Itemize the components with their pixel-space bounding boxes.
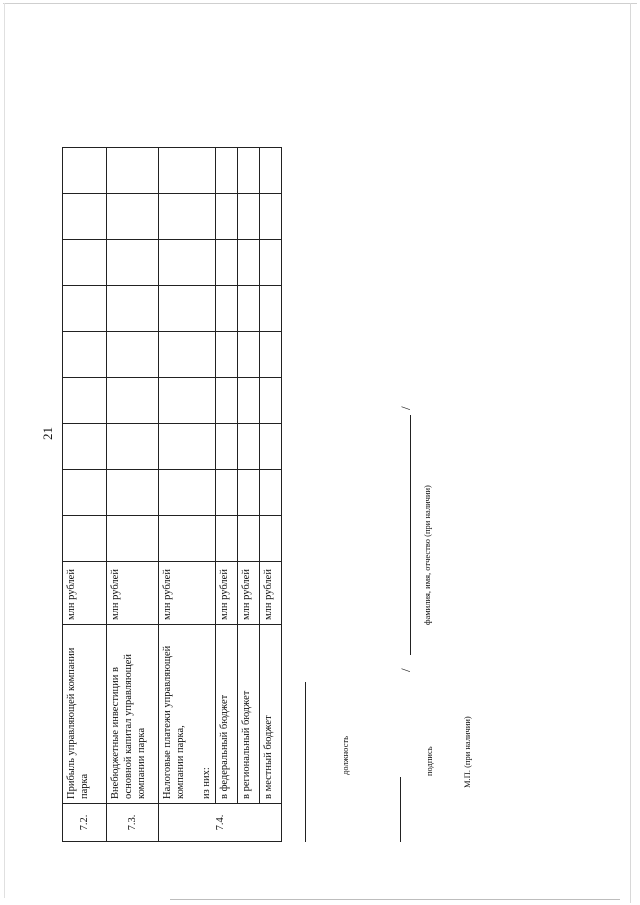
row-name-extra: из них: <box>201 767 212 799</box>
row-number: 7.4. <box>159 804 282 842</box>
table-cell <box>260 148 282 194</box>
table-row <box>63 148 107 842</box>
table-cell <box>216 286 238 332</box>
slash-left: / <box>398 668 413 672</box>
table-cell <box>63 424 107 470</box>
table-cell <box>216 516 238 562</box>
table-cell <box>107 148 159 194</box>
table-cell <box>159 194 216 240</box>
table-cell <box>260 378 282 424</box>
signature-label: подпись <box>424 746 434 776</box>
table-cell <box>216 424 238 470</box>
table-cell <box>63 332 107 378</box>
row-name: в региональный бюджет <box>238 625 260 804</box>
full-name-label: фамилия, имя, отчество (при наличии) <box>422 485 432 625</box>
table-cell <box>159 378 216 424</box>
table-row <box>260 148 282 842</box>
table-cell <box>260 240 282 286</box>
slash-right: / <box>398 406 413 410</box>
row-number: 7.2. <box>63 804 107 842</box>
row-name: Внебюджетные инвестиции в основной капитал управляющей компании парка <box>107 625 159 804</box>
row-name: Прибыль управляющей компании парка <box>63 625 107 804</box>
page-border-bottom <box>170 899 620 900</box>
page-number: 21 <box>40 427 55 440</box>
full-name-line <box>410 415 411 655</box>
row-unit: млн рублей <box>216 562 238 625</box>
table-cell <box>63 286 107 332</box>
table-cell <box>107 194 159 240</box>
position-label: должность <box>340 736 350 775</box>
table-cell <box>159 516 216 562</box>
table-cell <box>107 424 159 470</box>
table-cell <box>238 424 260 470</box>
table-cell <box>260 286 282 332</box>
table-cell <box>107 516 159 562</box>
table-row <box>216 148 238 842</box>
table-cell <box>159 470 216 516</box>
table-cell <box>107 332 159 378</box>
table-cell <box>159 424 216 470</box>
table-cell <box>63 470 107 516</box>
row-number: 7.3. <box>107 804 159 842</box>
table-cell <box>238 240 260 286</box>
table-row <box>107 148 159 842</box>
row-name-text: Налоговые платежи управляющей компании парка, <box>162 645 186 799</box>
row-unit: млн рублей <box>159 562 216 625</box>
table-cell <box>107 286 159 332</box>
row-name <box>159 625 216 804</box>
report-table <box>62 147 282 842</box>
table-cell <box>159 240 216 286</box>
table-cell <box>159 332 216 378</box>
signature-line <box>400 777 401 842</box>
table-cell <box>107 470 159 516</box>
table-cell <box>238 332 260 378</box>
row-unit: млн рублей <box>238 562 260 625</box>
table-cell <box>260 424 282 470</box>
table-cell <box>238 286 260 332</box>
table-cell <box>260 194 282 240</box>
table-row <box>159 148 216 842</box>
table-cell <box>260 332 282 378</box>
table-cell <box>107 240 159 286</box>
stamp-label: М.П. (при наличии) <box>462 716 472 788</box>
table-cell <box>159 286 216 332</box>
table-cell <box>238 378 260 424</box>
table-cell <box>238 148 260 194</box>
table-cell <box>260 470 282 516</box>
table-cell <box>216 194 238 240</box>
table-cell <box>63 240 107 286</box>
table-cell <box>216 332 238 378</box>
table-row <box>238 148 260 842</box>
row-unit: млн рублей <box>63 562 107 625</box>
table-cell <box>216 240 238 286</box>
row-unit: млн рублей <box>260 562 282 625</box>
table-cell <box>159 148 216 194</box>
table-cell <box>238 516 260 562</box>
table-cell <box>238 470 260 516</box>
table-cell <box>63 148 107 194</box>
table-cell <box>63 516 107 562</box>
table-cell <box>260 516 282 562</box>
row-name: в федеральный бюджет <box>216 625 238 804</box>
row-unit: млн рублей <box>107 562 159 625</box>
position-line <box>305 682 306 842</box>
table-cell <box>216 470 238 516</box>
table-cell <box>238 194 260 240</box>
table-cell <box>63 194 107 240</box>
row-name: в местный бюджет <box>260 625 282 804</box>
table-cell <box>107 378 159 424</box>
table-cell <box>216 148 238 194</box>
table-cell <box>216 378 238 424</box>
table-cell <box>63 378 107 424</box>
